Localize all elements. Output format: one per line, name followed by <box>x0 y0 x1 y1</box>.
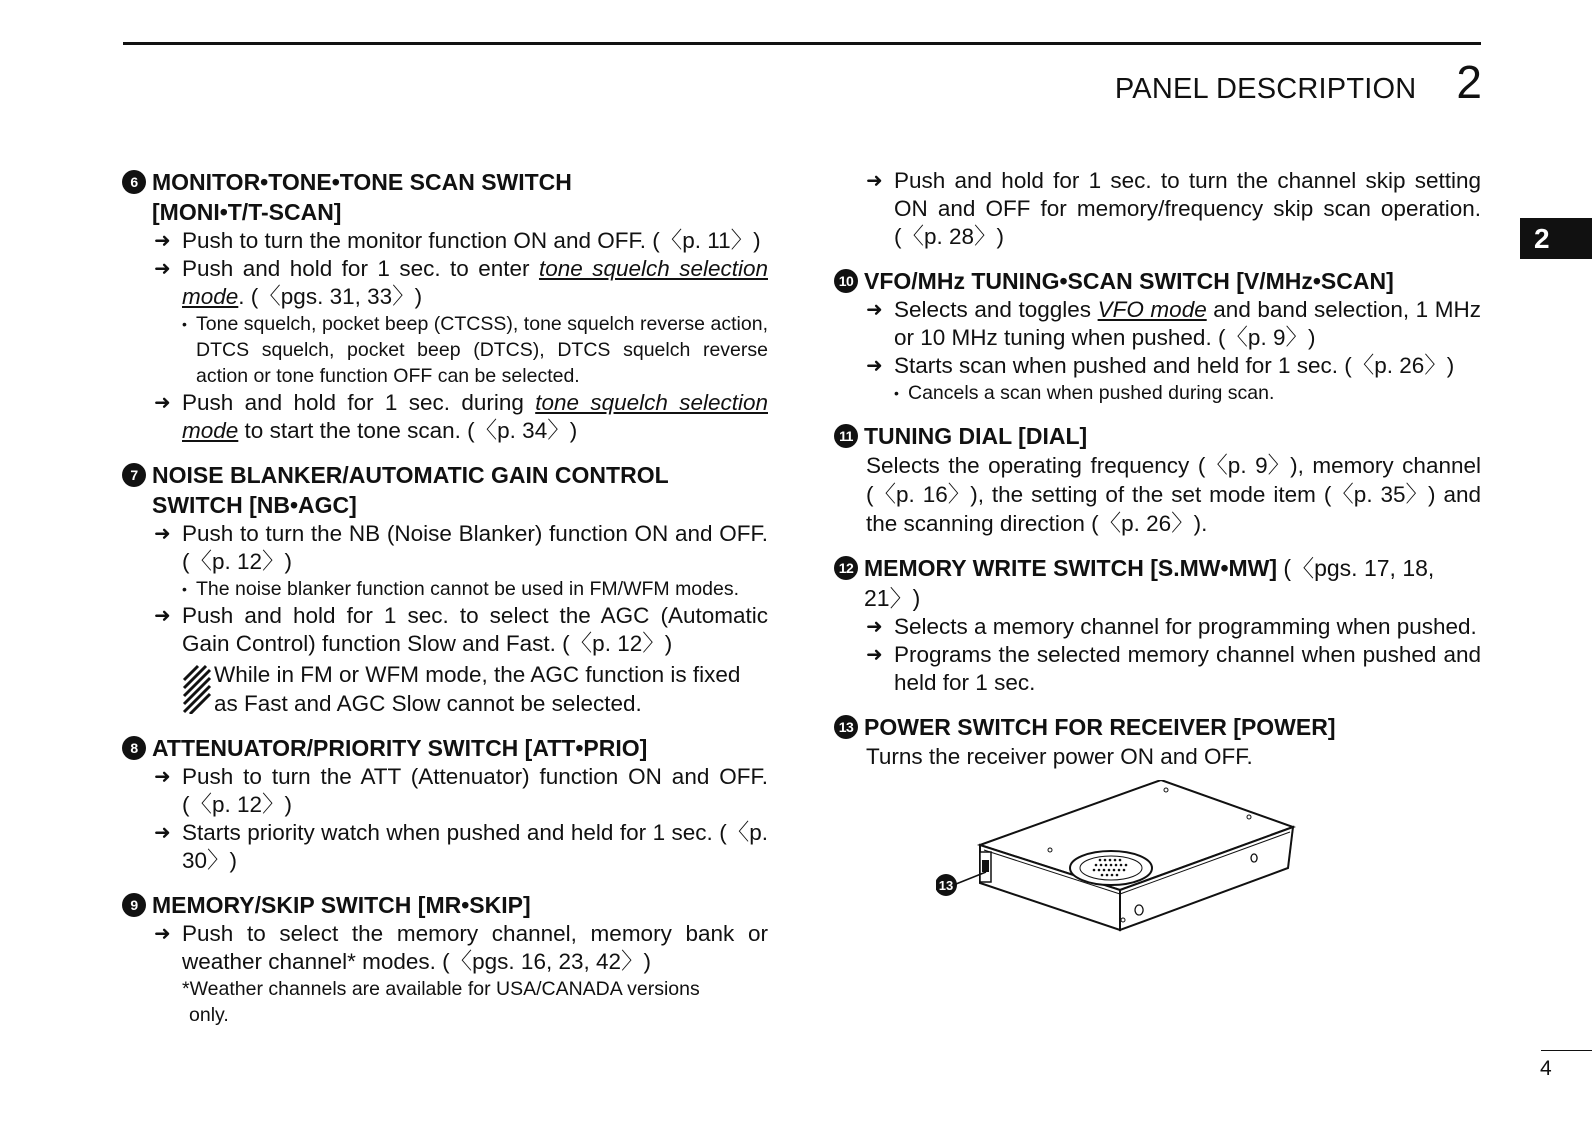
sub-bullet: • Cancels a scan when pushed during scan. <box>894 382 1275 404</box>
arrow-icon: ➜ <box>154 258 171 280</box>
arrow-icon: ➜ <box>154 605 171 627</box>
term-link: tone squelch selection mode <box>182 390 768 443</box>
page-number: 4 <box>1540 1057 1552 1080</box>
section-heading: POWER SWITCH FOR RECEIVER [POWER] <box>864 714 1336 740</box>
list-item: ➜ Programs the selected memory channel when pushed and held for 1 sec. <box>866 642 1481 695</box>
section-heading: MEMORY/SKIP SWITCH [MR•SKIP] <box>152 892 531 918</box>
circled-number-7: 7 <box>122 463 146 487</box>
list-item: ➜ Starts scan when pushed and held for 1 sec. (〈p. 26〉) <box>866 353 1455 378</box>
arrow-icon: ➜ <box>154 923 171 945</box>
list-item: ➜ Push and hold for 1 sec. to select the AGC (Automatic Gain Control) function Slow and Fast. (〈p. 12〉) <box>154 603 768 656</box>
arrow-icon: ➜ <box>866 170 883 192</box>
arrow-icon: ➜ <box>154 230 171 252</box>
left-column <box>122 167 768 1043</box>
section-mr-skip-continued <box>834 167 1481 251</box>
arrow-icon: ➜ <box>154 523 171 545</box>
top-rule <box>123 42 1481 45</box>
footer-rule <box>1541 1050 1592 1051</box>
section-monitor-tone-switch <box>122 167 768 445</box>
arrow-icon: ➜ <box>154 822 171 844</box>
list-item: ➜ Push to select the memory channel, memory bank or weather channel* modes. (〈pgs. 16, 23, 42〉) <box>154 921 768 974</box>
sub-bullet: • The noise blanker function cannot be used in FM/WFM modes. <box>182 578 740 600</box>
chapter-number: 2 <box>1456 56 1482 108</box>
circled-number-11: 11 <box>834 424 858 448</box>
sub-bullet: • Tone squelch, pocket beep (CTCSS), tone squelch reverse action, DTCS squelch, pocket beep (DTCS), DTCS squelch reverse action or tone function OFF can be selected. <box>182 313 768 387</box>
arrow-icon: ➜ <box>866 355 883 377</box>
section-att-prio-switch <box>122 733 768 875</box>
list-item: ➜ Push to turn the ATT (Attenuator) function ON and OFF. (〈p. 12〉) <box>154 764 768 817</box>
bullet-icon: • <box>182 581 187 597</box>
list-item: ➜ Starts priority watch when pushed and held for 1 sec. (〈p. 30〉) <box>154 820 768 873</box>
list-item: ➜ Selects and toggles VFO mode and band selection, 1 MHz or 10 MHz tuning when pushed. (〈p. 9〉) <box>866 297 1481 350</box>
section-memory-write-switch <box>834 553 1481 697</box>
section-heading: TUNING DIAL [DIAL] <box>864 423 1088 449</box>
receiver-illustration <box>936 780 1316 960</box>
term-link: VFO mode <box>1097 297 1207 322</box>
callout-number: 13 <box>938 878 954 893</box>
page-header <box>1115 55 1482 109</box>
section-title: PANEL DESCRIPTION <box>1114 73 1417 105</box>
chapter-side-tab: 2 <box>1520 218 1592 259</box>
section-power-switch <box>834 712 1481 771</box>
circled-number-10: 10 <box>834 269 858 293</box>
list-item: ➜ Push and hold for 1 sec. to turn the channel skip setting ON and OFF for memory/frequency skip scan operation. (〈p. 28〉) <box>866 168 1481 249</box>
section-heading: VFO/MHz TUNING•SCAN SWITCH [V/MHz•SCAN] <box>864 268 1394 294</box>
section-tuning-dial <box>834 421 1481 538</box>
caution-icon <box>182 664 212 714</box>
section-heading-key: [MONI•T/T-SCAN] <box>152 199 342 225</box>
footnote: *Weather channels are available for USA/CANADA versions only. <box>182 978 700 1026</box>
section-heading: MONITOR•TONE•TONE SCAN SWITCH <box>152 169 572 195</box>
right-column <box>834 167 1481 786</box>
section-vfo-scan-switch <box>834 266 1481 406</box>
arrow-icon: ➜ <box>866 299 883 321</box>
list-item: ➜ Selects a memory channel for programming when pushed. <box>866 614 1477 639</box>
section-description: Turns the receiver power ON and OFF. <box>866 744 1253 769</box>
circled-number-8: 8 <box>122 736 146 760</box>
section-mr-skip-switch <box>122 890 768 1028</box>
section-heading: MEMORY WRITE SWITCH [S.MW•MW] <box>864 555 1278 581</box>
bullet-icon: • <box>182 316 187 332</box>
page-reference: (〈pgs. 17, 18, 21〉) <box>864 555 1435 611</box>
section-heading-key: SWITCH [NB•AGC] <box>152 492 357 518</box>
arrow-icon: ➜ <box>866 616 883 638</box>
list-item: ➜ Push and hold for 1 sec. to enter tone squelch selection mode. (〈pgs. 31, 33〉) <box>154 256 768 309</box>
list-item: ➜ Push to turn the monitor function ON and OFF. (〈p. 11〉) <box>154 228 761 253</box>
section-heading: ATTENUATOR/PRIORITY SWITCH [ATT•PRIO] <box>152 735 648 761</box>
section-description: Selects the operating frequency (〈p. 9〉), memory channel (〈p. 16〉), the setting of the set mode item (〈p. 35〉) and the scanning direction (〈p. 26〉). <box>866 453 1481 536</box>
term-link: tone squelch selection mode <box>182 256 768 309</box>
bullet-icon: • <box>894 385 899 401</box>
circled-number-12: 12 <box>834 556 858 580</box>
arrow-icon: ➜ <box>154 766 171 788</box>
section-heading: NOISE BLANKER/AUTOMATIC GAIN CONTROL <box>152 462 669 488</box>
circled-number-13: 13 <box>834 715 858 739</box>
caution-note: While in FM or WFM mode, the AGC function is ﬁxed as Fast and AGC Slow cannot be selected. <box>182 660 768 718</box>
section-nb-agc-switch <box>122 460 768 718</box>
list-item: ➜ Push and hold for 1 sec. during tone squelch selection mode to start the tone scan. (〈p. 34〉) <box>154 390 768 443</box>
circled-number-6: 6 <box>122 170 146 194</box>
circled-number-9: 9 <box>122 893 146 917</box>
arrow-icon: ➜ <box>154 392 171 414</box>
list-item: ➜ Push to turn the NB (Noise Blanker) function ON and OFF. (〈p. 12〉) <box>154 521 768 574</box>
arrow-icon: ➜ <box>866 644 883 666</box>
